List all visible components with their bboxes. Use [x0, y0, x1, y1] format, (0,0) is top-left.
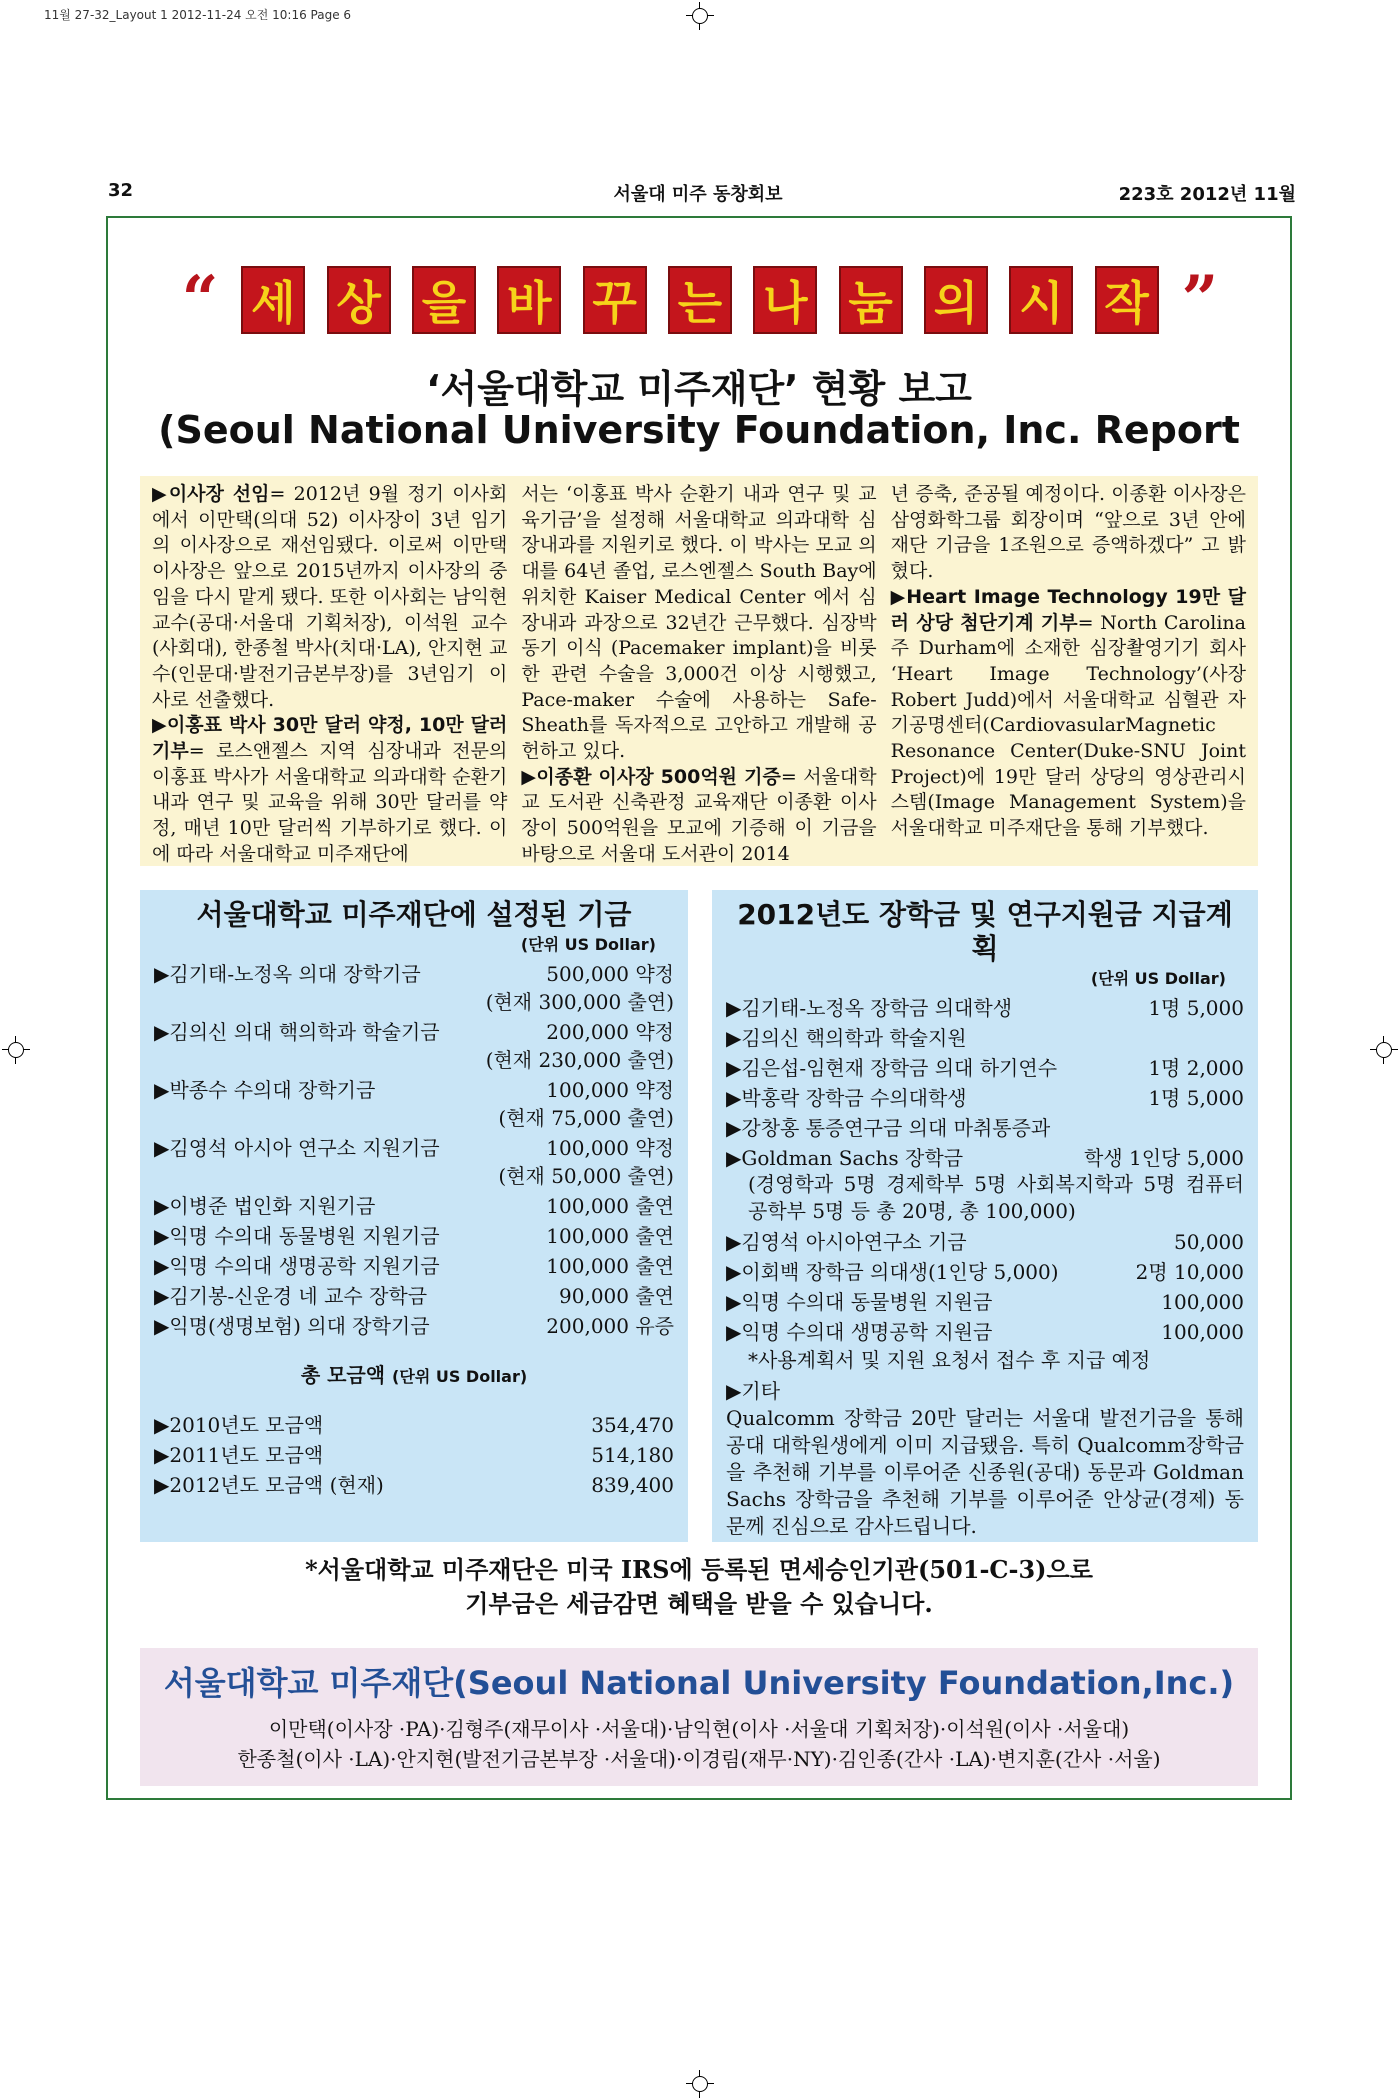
etc-text: Qualcomm 장학금 20만 달러는 서울대 발전기금을 통해 공대 대학원생에게 이미 지급됐음. 특히 Qualcomm장학금을 추천해 기부를 이루어준 신종원(공대) 동문과 Goldman Sachs 장학금을 추천해 기부를 이루어준 안상균(경제) 동문께 진심으로 감사드립니다. — [726, 1406, 1244, 1538]
plan-name: ▶Goldman Sachs 장학금 — [726, 1146, 964, 1170]
footer-names-line: 한종철(이사 ·LA)·안지현(발전기금본부장 ·서울대)·이경림(재무·NY)·김인종(간사 ·LA)·변지훈(간사 ·서울) — [237, 1747, 1161, 1771]
plan-name: ▶박홍락 장학금 수의대학생 — [726, 1086, 967, 1110]
fund-amount: 500,000 약정 — [546, 962, 674, 986]
fund-row — [154, 1193, 674, 1219]
plan-unit: (단위 US Dollar) — [1090, 969, 1226, 988]
plan-row — [726, 1289, 1244, 1315]
fund-name: ▶김기봉-신운경 네 교수 장학금 — [154, 1284, 428, 1308]
print-slug: 11월 27-32_Layout 1 2012-11-24 오전 10:16 Page 6 — [44, 8, 352, 22]
section-head: ▶이사장 선임 — [152, 483, 270, 505]
footer-title: 서울대학교 미주재단(Seoul National University Foundation,Inc.) — [163, 1664, 1235, 1702]
plan-notice: *사용계획서 및 지원 요청서 접수 후 지급 예정 — [748, 1348, 1151, 1372]
fund-amount: 200,000 약정 — [546, 1020, 674, 1044]
title-english: (Seoul National University Foundation, Inc. Report — [158, 408, 1240, 452]
total-label: ▶2012년도 모금액 (현재) — [154, 1473, 384, 1497]
fund-name: ▶익명(생명보험) 의대 장학기금 — [154, 1314, 430, 1338]
banner-char: 눔 — [839, 266, 903, 334]
tax-note-line: 기부금은 세금감면 혜택을 받을 수 있습니다. — [465, 1589, 933, 1618]
banner-char: 세 — [241, 266, 305, 334]
plan-row — [726, 1229, 1244, 1255]
total-row — [154, 1442, 674, 1468]
tax-note-line: *서울대학교 미주재단은 미국 IRS에 등록된 면세승인기관(501-C-3)으로 — [305, 1555, 1093, 1584]
fund-amount: 100,000 약정 — [546, 1136, 674, 1160]
publication-name: 서울대 미주 동창회보 — [613, 184, 783, 205]
fund-name: ▶박종수 수의대 장학기금 — [154, 1078, 376, 1102]
close-quote: ” — [1181, 262, 1219, 337]
headline-banner — [180, 262, 1220, 338]
etc-head: ▶기타 — [726, 1379, 781, 1403]
plan-row — [726, 1319, 1244, 1345]
plan-row — [726, 995, 1244, 1021]
fund-name: ▶익명 수의대 동물병원 지원기금 — [154, 1224, 440, 1248]
fund-row — [154, 961, 674, 987]
banner-char: 작 — [1095, 266, 1159, 334]
issue-info: 223호 2012년 11월 — [1118, 184, 1296, 205]
total-value: 514,180 — [591, 1443, 674, 1467]
fund-amount: 100,000 출연 — [546, 1224, 674, 1248]
fund-amount: 100,000 출연 — [546, 1254, 674, 1278]
intro-column-3 — [891, 482, 1246, 860]
fund-row — [154, 1019, 674, 1045]
plan-amount: 1명 5,000 — [1148, 996, 1244, 1020]
paragraph: 서는 ‘이홍표 박사 순환기 내과 연구 및 교육기금’을 설정해 서울대학교 의과대학 심장내과를 지원키로 했다. 이 박사는 모교 의대를 64년 졸업, 로스엔젤스 South Bay에 위치한 Kaiser Medical Center 에서 심장내과 과장으로 32년간 근무했다. 심장박동기 이식 (Pacemaker implant)을 비롯한 관련 수술을 3,000건 이상 시행했고, Pace-maker 수술에 사용하는 Safe-Sheath를 독자적으로 고안하고 개발해 공헌하고 있다. — [521, 483, 877, 763]
plan-row — [726, 1145, 1244, 1171]
banner-char: 을 — [412, 266, 476, 334]
intro-column-1 — [152, 482, 508, 865]
section-head: ▶이종환 이사장 500억원 기증 — [521, 765, 781, 788]
plan-row — [726, 1259, 1244, 1285]
page-number: 32 — [108, 180, 134, 201]
funds-unit: (단위 US Dollar) — [520, 935, 656, 954]
total-row — [154, 1472, 674, 1498]
page-header — [108, 180, 1296, 205]
fund-amount: 100,000 약정 — [546, 1078, 674, 1102]
fund-sub: (현재 75,000 출연) — [498, 1106, 674, 1130]
plan-name: ▶김영석 아시아연구소 기금 — [726, 1230, 967, 1254]
banner-char: 나 — [753, 266, 817, 334]
registration-mark-right-icon — [1370, 1036, 1398, 1064]
total-row — [154, 1412, 674, 1438]
fund-row — [154, 1077, 674, 1103]
fund-row — [154, 1135, 674, 1161]
open-quote: “ — [181, 262, 219, 337]
registration-mark-left-icon — [2, 1036, 30, 1064]
plan-name: ▶익명 수의대 동물병원 지원금 — [726, 1290, 993, 1314]
footer-names — [140, 1714, 1258, 1774]
fund-row — [154, 1253, 674, 1279]
plan-amount: 2명 10,000 — [1135, 1260, 1244, 1284]
fund-amount: 90,000 출연 — [559, 1284, 674, 1308]
total-label: ▶2010년도 모금액 — [154, 1413, 324, 1437]
plan-amount: 학생 1인당 5,000 — [1084, 1146, 1244, 1170]
plan-amount: 50,000 — [1174, 1230, 1244, 1254]
plan-title: 2012년도 장학금 및 연구지원금 지급계획 — [737, 898, 1233, 965]
footer-names-line: 이만택(이사장 ·PA)·김형주(재무이사 ·서울대)·남익현(이사 ·서울대 기획처장)·이석원(이사 ·서울대) — [268, 1717, 1130, 1741]
paragraph: = 로스앤젤스 지역 심장내과 전문의 이홍표 박사가 서울대학교 의과대학 순환기 내과 연구 및 교육을 위해 30만 달러를 약정, 매년 10만 달러씩 기부하기로 했다. 이에 따라 서울대학교 미주재단에 — [152, 740, 508, 865]
plan-box — [712, 890, 1258, 1542]
registration-mark-bottom-icon — [686, 2070, 714, 2098]
banner-char: 꾸 — [583, 266, 647, 334]
total-label: ▶2011년도 모금액 — [154, 1443, 324, 1467]
total-unit: (단위 US Dollar) — [392, 1367, 528, 1386]
fund-sub: (현재 230,000 출연) — [485, 1048, 674, 1072]
title-korean: ‘서울대학교 미주재단’ 현황 보고 — [426, 367, 972, 411]
banner-char: 시 — [1009, 266, 1073, 334]
total-value: 839,400 — [591, 1473, 674, 1497]
foundation-footer — [140, 1648, 1258, 1786]
section-head: ▶이홍표 박사 30만 달러 약정, 10만 달러 기부 — [152, 714, 508, 763]
plan-name: ▶김기태-노정옥 장학금 의대학생 — [726, 996, 1013, 1020]
fund-name: ▶김의신 의대 핵의학과 학술기금 — [154, 1020, 440, 1044]
paragraph: = North Carolina주 Durham에 소재한 심장촬영기기 회사 ‘Heart Image Technology’(사장 Robert Judd)에서 서울대학교 심혈관 자기공명센터(CardiovasularMagnetic Resonance Center(Duke-SNU Joint Project)에 19만 달러 상당의 영상관리시스템(Image Management System)을 서울대학교 미주재단을 통해 기부했다. — [890, 611, 1246, 840]
banner-char: 바 — [497, 266, 561, 334]
funds-title: 서울대학교 미주재단에 설정된 기금 — [196, 898, 632, 931]
plan-amount: 1명 2,000 — [1148, 1056, 1244, 1080]
plan-amount: 100,000 — [1161, 1290, 1244, 1314]
plan-row — [726, 1025, 1244, 1051]
fund-name: ▶김기태-노정옥 의대 장학기금 — [154, 962, 421, 986]
plan-name: ▶강창홍 통증연구금 의대 마취통증과 — [726, 1116, 1051, 1140]
plan-name: ▶익명 수의대 생명공학 지원금 — [726, 1320, 993, 1344]
plan-row — [726, 1055, 1244, 1081]
plan-row — [726, 1085, 1244, 1111]
fund-row — [154, 1223, 674, 1249]
fund-sub: (현재 50,000 출연) — [498, 1164, 674, 1188]
paragraph: 년 증축, 준공될 예정이다. 이종환 이사장은 삼영화학그룹 회장이며 “앞으로 3년 안에 재단 기금을 1조원으로 증액하겠다” 고 밝혔다. — [890, 483, 1246, 583]
fund-name: ▶김영석 아시아 연구소 지원기금 — [154, 1136, 440, 1160]
tax-note — [106, 1553, 1292, 1621]
banner-char: 상 — [327, 266, 391, 334]
section-head: ▶Heart Image Technology 19만 달러 상당 첨단기계 기부 — [890, 585, 1246, 634]
total-value: 354,470 — [591, 1413, 674, 1437]
fund-row — [154, 1313, 674, 1339]
plan-row — [726, 1115, 1244, 1141]
fund-row — [154, 1283, 674, 1309]
funds-box — [140, 890, 688, 1542]
registration-mark-top-icon — [686, 2, 714, 30]
paragraph: = 2012년 9월 정기 이사회에서 이만택(의대 52) 이사장이 3년 임기의 이사장으로 재선임됐다. 이로써 이만택 이사장은 앞으로 2015년까지 이사장의 중임을 다시 맡게 됐다. 또한 이사회는 남익현 교수(공대·서울대 기획처장), 이석원 교수(사회대), 한종철 박사(치대·LA), 안지현 교수(인문대·발전기금본부장)를 3년임기 이사로 선출했다. — [152, 483, 508, 711]
fund-amount: 200,000 유증 — [546, 1314, 674, 1338]
fund-amount: 100,000 출연 — [546, 1194, 674, 1218]
paragraph: = 서울대학교 도서관 신축관정 교육재단 이종환 이사장이 500억원을 모교에 기증해 이 기금을 바탕으로 서울대 도서관이 2014 — [521, 765, 877, 865]
plan-amount: 1명 5,000 — [1148, 1086, 1244, 1110]
banner-char: 의 — [924, 266, 988, 334]
plan-name: ▶김은섭-임현재 장학금 의대 하기연수 — [726, 1056, 1058, 1080]
plan-name: ▶김의신 핵의학과 학술지원 — [726, 1026, 967, 1050]
goldman-detail: (경영학과 5명 경제학부 5명 사회복지학과 5명 컴퓨터 공학부 5명 등 총 20명, 총 100,000) — [748, 1172, 1244, 1223]
total-title: 총 모금액 — [300, 1363, 386, 1387]
fund-name: ▶익명 수의대 생명공학 지원기금 — [154, 1254, 440, 1278]
total-heading — [154, 1359, 674, 1388]
fund-name: ▶이병준 법인화 지원기금 — [154, 1194, 376, 1218]
intro-text-block — [140, 476, 1258, 866]
intro-column-2 — [521, 482, 877, 865]
banner-char: 는 — [668, 266, 732, 334]
plan-amount: 100,000 — [1161, 1320, 1244, 1344]
fund-sub: (현재 300,000 출연) — [485, 990, 674, 1014]
plan-name: ▶이회백 장학금 의대생(1인당 5,000) — [726, 1260, 1059, 1284]
